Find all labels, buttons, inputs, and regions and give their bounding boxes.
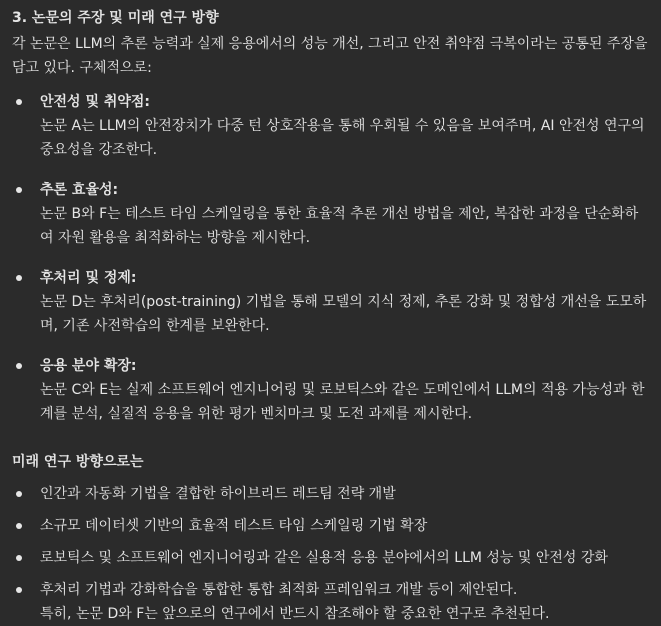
recommendation-note: 특히, 논문 D와 F는 앞으로의 연구에서 반드시 참조해야 할 중요한 연구로 추천된다. [40, 606, 550, 622]
bullet-icon [16, 523, 22, 529]
list-item [12, 546, 649, 570]
future-heading: 미래 연구 방향으로는 [12, 454, 144, 470]
claims-list [12, 90, 649, 426]
list-item-text: 로보틱스 및 소프트웨어 엔지니어링과 같은 실용적 응용 분야에서의 LLM 성능 및 안전성 강화 [40, 550, 608, 566]
item-title: 후처리 및 정제: [40, 270, 137, 286]
bullet-icon [16, 363, 22, 369]
list-item-text: 소규모 데이터셋 기반의 효율적 테스트 타임 스케일링 기법 확장 [40, 518, 428, 534]
item-title: 안전성 및 취약점: [40, 94, 151, 110]
list-item [12, 266, 649, 338]
list-item [12, 482, 649, 506]
list-item-text: 인간과 자동화 기법을 결합한 하이브리드 레드팀 전략 개발 [40, 486, 396, 502]
bullet-icon [16, 587, 22, 593]
list-item [12, 514, 649, 538]
bullet-icon [16, 275, 22, 281]
item-description: 논문 B와 F는 테스트 타임 스케일링을 통한 효율적 추론 개선 방법을 제안, 복잡한 과정을 단순화하여 자원 활용을 최적화하는 방향을 제시한다. [40, 206, 639, 246]
future-directions-list [12, 482, 649, 626]
section-heading: 3. 논문의 주장 및 미래 연구 방향 [12, 10, 219, 26]
list-item [12, 354, 649, 426]
item-description: 논문 A는 LLM의 안전장치가 다중 턴 상호작용을 통해 우회될 수 있음을 보여주며, AI 안전성 연구의 중요성을 강조한다. [40, 118, 645, 158]
bullet-icon [16, 187, 22, 193]
list-item-text: 후처리 기법과 강화학습을 통합한 통합 최적화 프레임워크 개발 등이 제안된다. [40, 582, 518, 598]
bullet-icon [16, 555, 22, 561]
intro-paragraph: 각 논문은 LLM의 추론 능력과 실제 응용에서의 성능 개선, 그리고 안전 취약점 극복이라는 공통된 주장을 담고 있다. 구체적으로: [12, 36, 648, 76]
list-item [12, 90, 649, 162]
list-item [12, 578, 649, 626]
bullet-icon [16, 491, 22, 497]
item-title: 추론 효율성: [40, 182, 119, 198]
list-item [12, 178, 649, 250]
item-description: 논문 D는 후처리(post-training) 기법을 통해 모델의 지식 정제, 추론 강화 및 정합성 개선을 도모하며, 기존 사전학습의 한계를 보완한다. [40, 294, 647, 334]
item-description: 논문 C와 E는 실제 소프트웨어 엔지니어링 및 로보틱스와 같은 도메인에서 LLM의 적용 가능성과 한계를 분석, 실질적 응용을 위한 평가 벤치마크 및 도전 과제를 제시한다. [40, 382, 645, 422]
item-title: 응용 분야 확장: [40, 358, 137, 374]
bullet-icon [16, 99, 22, 105]
